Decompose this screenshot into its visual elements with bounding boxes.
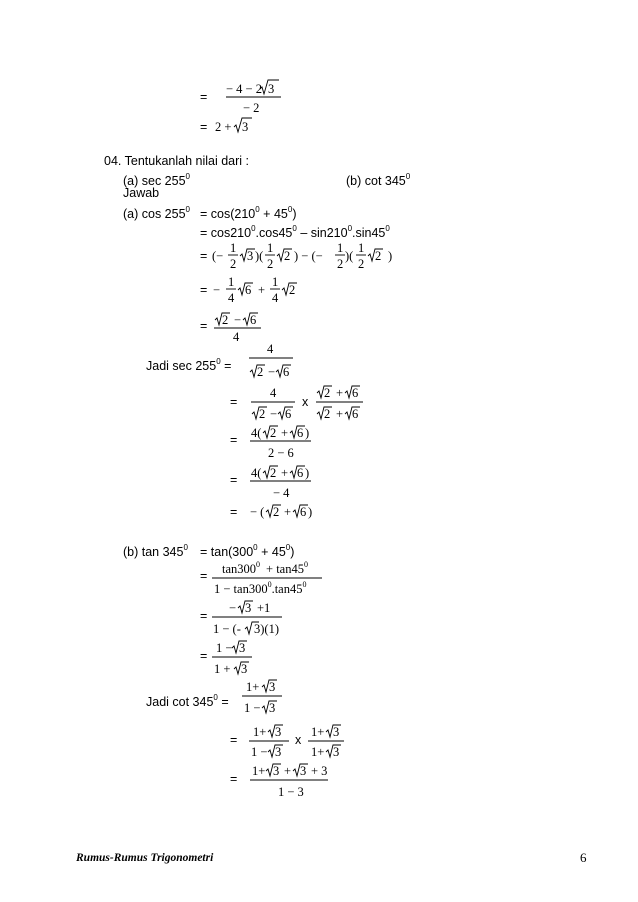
num: 1: [337, 241, 344, 255]
paren-text: − (: [250, 505, 265, 519]
equals-sign: =: [200, 120, 208, 134]
paren-text: ): [388, 249, 393, 263]
num-prefix: 1+: [253, 725, 267, 739]
equals-sign: =: [230, 395, 238, 409]
sol-a-line9: [230, 505, 312, 519]
num-prefix: 1+: [246, 680, 260, 694]
denominator: − 2: [243, 101, 260, 115]
den: 2: [230, 257, 237, 271]
den: 2: [337, 257, 344, 271]
result-text: 2 +: [215, 120, 232, 134]
plus: +: [336, 386, 344, 400]
sol-a-line7: [230, 426, 311, 460]
radicand: 2: [257, 365, 264, 379]
radicand: 6: [297, 426, 304, 440]
page-number: 6: [580, 850, 587, 865]
minus: −: [268, 365, 276, 379]
sol-b-jadi: Jadi $\cot 345^0$ =: [146, 693, 229, 709]
radicand: 6: [283, 365, 290, 379]
den-prefix: 1+: [311, 745, 325, 759]
plus: +: [258, 283, 266, 297]
den: 2 − 6: [268, 446, 294, 460]
sol-a-line2: = $\cos 210^0.\cos 45^0 - \sin 210^0.\sin 45^0$: [200, 224, 390, 240]
radicand: 2: [259, 407, 266, 421]
top-result: [200, 118, 252, 134]
den-prefix: 1 −: [251, 745, 268, 759]
num: 1: [358, 241, 365, 255]
equals-sign: =: [200, 609, 208, 623]
plus: +: [284, 764, 292, 778]
den: 2: [358, 257, 365, 271]
top-fraction: [200, 80, 281, 115]
equals-sign: =: [230, 772, 238, 786]
radicand: 6: [352, 386, 359, 400]
equals-sign: =: [200, 249, 208, 263]
plus: +: [284, 505, 292, 519]
radicand: 2: [273, 505, 280, 519]
radicand: 3: [241, 662, 248, 676]
den-prefix: 1 +: [214, 662, 231, 676]
radicand: 3: [245, 601, 252, 615]
sol-a-line1: = $\cos(210^0 + 45^0)$: [200, 205, 297, 221]
num-prefix: 4(: [251, 466, 262, 480]
equals-sign: =: [230, 473, 238, 487]
num: 1: [267, 241, 274, 255]
problem-part-b: (b) $\cot 345^0$: [346, 172, 411, 188]
paren-text: ): [308, 505, 313, 519]
sol-a-line5: [200, 313, 261, 344]
jawab-label: Jawab: [123, 186, 160, 200]
sol-a-jadi-frac: [249, 342, 293, 379]
sol-b-line6: [230, 764, 328, 799]
den: 4: [272, 291, 279, 305]
sol-b-line1: = $\tan(300^0 + 45^0)$: [200, 543, 295, 559]
problem-number-title: 04. Tentukanlah nilai dari :: [104, 154, 250, 168]
sol-b-line4: [200, 641, 252, 676]
tan-num: $\tan 300^0 + \tan 45^0$: [222, 560, 308, 576]
radicand: 3: [300, 764, 307, 778]
num: 4: [270, 386, 277, 400]
plus: +: [281, 466, 289, 480]
den-prefix: 1 − (-: [213, 622, 241, 636]
num-prefix: 1 −: [216, 641, 233, 655]
radicand: 3: [275, 725, 282, 739]
minus: −: [270, 407, 278, 421]
radicand: 2: [289, 283, 296, 297]
num: 4: [267, 342, 274, 356]
equals-sign: =: [200, 649, 208, 663]
equals-sign: =: [230, 733, 238, 747]
num-prefix: 1+: [252, 764, 266, 778]
radicand: 3: [269, 680, 276, 694]
footer-title: Rumus-Rumus Trigonometri: [76, 852, 214, 864]
times: x: [295, 733, 302, 747]
sol-b-label: (b) $\tan 345^0$: [123, 543, 188, 559]
paren-text: ) − (−: [294, 249, 323, 263]
equals-sign: =: [200, 90, 208, 104]
radicand: 3: [239, 641, 246, 655]
den-suffix: 3)(1): [254, 622, 279, 636]
radicand: 6: [245, 283, 252, 297]
plus: +: [281, 426, 289, 440]
radicand: 6: [297, 466, 304, 480]
num-prefix: 4(: [251, 426, 262, 440]
equals-sign: =: [200, 319, 208, 333]
plus-one: +1: [257, 601, 271, 615]
tan-den: $1 - \tan 300^0.\tan 45^0$: [214, 580, 307, 596]
sol-a-line6: [230, 386, 363, 421]
num: 1: [230, 241, 237, 255]
sol-b-line3: [200, 601, 282, 636]
equals-sign: =: [200, 569, 208, 583]
radicand: 6: [285, 407, 292, 421]
paren-text: ): [305, 426, 310, 440]
radicand: 3: [333, 725, 340, 739]
radicand: 2: [270, 426, 277, 440]
paren-text: )(: [345, 249, 354, 263]
sol-a-line4: [200, 275, 297, 305]
sol-a-line3: [200, 241, 392, 271]
radicand: 2: [324, 407, 331, 421]
equals-sign: =: [200, 283, 208, 297]
radicand: 2: [222, 313, 229, 327]
num: 1: [272, 275, 279, 289]
num: 1: [228, 275, 235, 289]
sol-a-line8: [230, 466, 311, 500]
times: x: [302, 395, 309, 409]
radicand: 3: [247, 249, 254, 263]
den: 4: [228, 291, 235, 305]
sol-a-jadi: Jadi $\sec 255^0$ =: [146, 357, 232, 373]
den: 2: [267, 257, 274, 271]
den: − 4: [273, 486, 290, 500]
paren-text: )(: [255, 249, 264, 263]
radicand: 3: [275, 745, 282, 759]
radicand: 3: [268, 82, 275, 96]
radicand: 2: [270, 466, 277, 480]
equals-sign: =: [230, 505, 238, 519]
den: 4: [233, 330, 240, 344]
equals-sign: =: [230, 433, 238, 447]
sol-b-line2: [200, 560, 322, 596]
sol-b-jadi-frac: [242, 680, 282, 715]
minus: −: [229, 601, 237, 615]
radicand: 3: [273, 764, 280, 778]
radicand: 2: [284, 249, 291, 263]
radicand: 2: [375, 249, 382, 263]
radicand: 6: [250, 313, 257, 327]
plus: +: [336, 407, 344, 421]
sol-b-line5: [230, 725, 344, 759]
problem-part-a: (a) $\sec 255^0$: [123, 172, 190, 188]
radicand: 6: [352, 407, 359, 421]
radicand: 3: [333, 745, 340, 759]
radicand: 3: [269, 701, 276, 715]
den: 1 − 3: [278, 785, 304, 799]
radicand: 2: [324, 386, 331, 400]
plus-three: + 3: [311, 764, 328, 778]
minus: −: [213, 283, 221, 297]
paren-text: (−: [212, 249, 224, 263]
paren-text: ): [305, 466, 310, 480]
num-prefix: 1+: [311, 725, 325, 739]
sol-a-label: (a) $\cos 255^0$: [123, 205, 190, 221]
den-prefix: 1 −: [244, 701, 261, 715]
radicand: 3: [242, 120, 249, 134]
numerator: − 4 − 2: [226, 82, 262, 96]
radicand: 6: [300, 505, 307, 519]
minus: −: [234, 313, 242, 327]
